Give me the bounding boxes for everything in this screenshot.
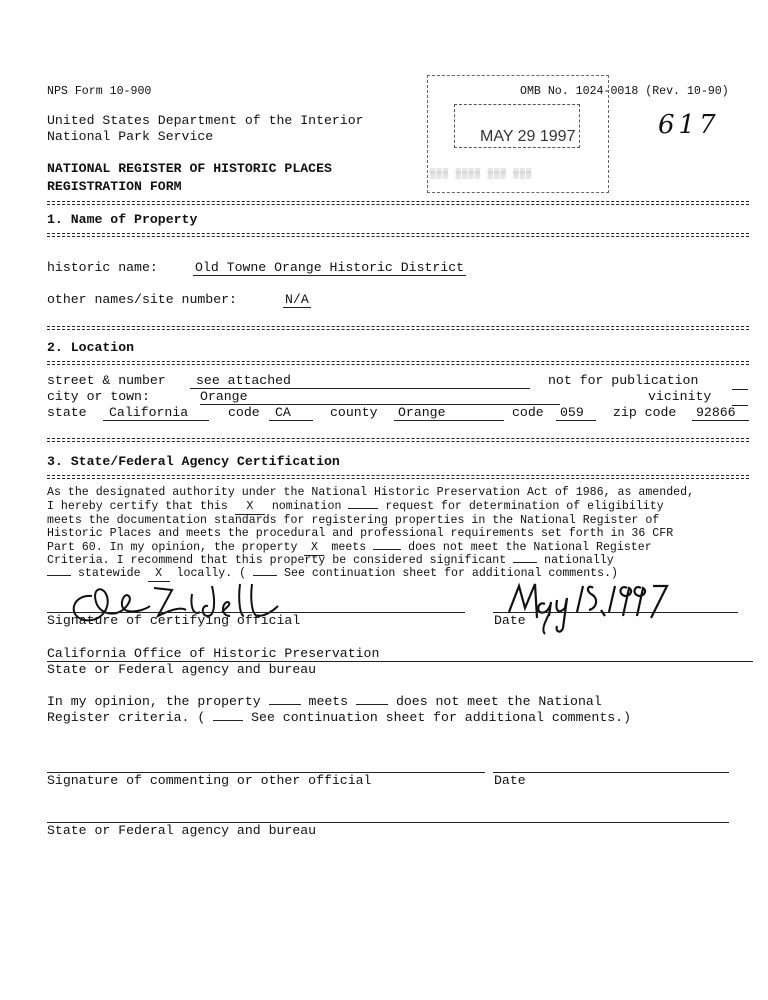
opinion-line-1 bbox=[47, 694, 602, 709]
divider bbox=[47, 438, 749, 442]
cert-text: meets bbox=[331, 541, 367, 554]
section-1-heading: 1. Name of Property bbox=[47, 212, 198, 227]
opinion-line-2 bbox=[47, 710, 631, 725]
cert-text: See continuation sheet for additional comments.) bbox=[284, 567, 619, 580]
section-3-heading: 3. State/Federal Agency Certification bbox=[47, 454, 340, 469]
city-value: Orange bbox=[200, 389, 248, 404]
street-label: street & number bbox=[47, 373, 166, 388]
agency-line-1: United States Department of the Interior bbox=[47, 113, 364, 128]
cert-text: Part 60. In my opinion, the property bbox=[47, 541, 298, 554]
other-names-field[interactable] bbox=[283, 292, 311, 308]
date-line[interactable] bbox=[493, 612, 738, 613]
certification-line-6 bbox=[47, 554, 614, 567]
certification-line-4: Historic Places and meets the procedural and professional requirements set forth in 36 CFR bbox=[47, 527, 674, 540]
commenting-agency-label: State or Federal agency and bureau bbox=[47, 823, 317, 838]
nomination-checkbox[interactable]: X bbox=[235, 500, 265, 515]
vicinity-label: vicinity bbox=[648, 389, 712, 404]
opinion-text: does not meet the National bbox=[395, 694, 602, 709]
commenting-date-line[interactable] bbox=[493, 772, 729, 773]
does-not-meet-checkbox[interactable] bbox=[373, 549, 401, 550]
county-code-label: code bbox=[512, 405, 544, 420]
agency-label: State or Federal agency and bureau bbox=[47, 662, 317, 677]
form-title-line-2: REGISTRATION FORM bbox=[47, 179, 182, 194]
divider bbox=[47, 326, 749, 330]
divider bbox=[47, 201, 749, 205]
request-checkbox[interactable] bbox=[348, 508, 378, 509]
state-label: state bbox=[47, 405, 87, 420]
certification-line-2 bbox=[47, 500, 664, 515]
city-label: city or town: bbox=[47, 389, 150, 404]
not-for-publication-blank[interactable] bbox=[732, 389, 748, 390]
form-number: NPS Form 10-900 bbox=[47, 85, 152, 98]
opinion-text: In my opinion, the property bbox=[47, 694, 261, 709]
certification-line-1: As the designated authority under the National Historic Preservation Act of 1986, as amended, bbox=[47, 486, 695, 499]
street-field[interactable] bbox=[190, 373, 530, 389]
cert-text: does not meet the National Register bbox=[408, 541, 652, 554]
other-names-label: other names/site number: bbox=[47, 292, 237, 307]
state-code-field[interactable] bbox=[269, 405, 313, 421]
county-code-value: 059 bbox=[560, 405, 584, 420]
opinion-text: Register criteria. ( bbox=[47, 710, 206, 725]
county-code-field[interactable] bbox=[556, 405, 596, 421]
county-field[interactable] bbox=[394, 405, 504, 421]
county-value: Orange bbox=[398, 405, 446, 420]
section-2-heading: 2. Location bbox=[47, 340, 135, 355]
meets-checkbox[interactable]: X bbox=[304, 541, 324, 556]
cert-text: Criteria. I recommend that this property be considered significant bbox=[47, 554, 507, 567]
opinion-continuation-checkbox[interactable] bbox=[213, 720, 243, 721]
street-value: see attached bbox=[196, 373, 291, 388]
form-title-line-1: NATIONAL REGISTER OF HISTORIC PLACES bbox=[47, 161, 332, 176]
date-label: Date bbox=[494, 613, 526, 628]
cert-text: nationally bbox=[544, 554, 614, 567]
commenting-signature-label: Signature of commenting or other official bbox=[47, 773, 372, 788]
cert-text: I hereby certify that this bbox=[47, 500, 228, 513]
historic-name-label: historic name: bbox=[47, 260, 158, 275]
nationally-checkbox[interactable] bbox=[513, 562, 537, 563]
zip-value: 92866 bbox=[696, 405, 736, 420]
locally-checkbox[interactable]: X bbox=[148, 567, 170, 582]
certifying-official-signature bbox=[62, 576, 302, 640]
historic-name-field[interactable] bbox=[193, 260, 466, 276]
cert-text: statewide bbox=[77, 567, 141, 580]
agency-line-2: National Park Service bbox=[47, 129, 214, 144]
not-for-publication-label: not for publication bbox=[548, 373, 699, 388]
state-code-label: code bbox=[228, 405, 260, 420]
opinion-text: meets bbox=[308, 694, 349, 709]
divider bbox=[47, 475, 749, 479]
omb-number: OMB No. 1024-0018 (Rev. 10-90) bbox=[520, 85, 729, 98]
handwritten-reference-number: 617 bbox=[658, 110, 720, 140]
zip-field[interactable] bbox=[692, 405, 749, 421]
county-label: county bbox=[330, 405, 378, 420]
opinion-meets-checkbox[interactable] bbox=[269, 704, 301, 705]
certification-date-handwritten bbox=[505, 578, 680, 640]
stamp-faint-text: ▒▒▒ ▒▒▒▒ ▒▒▒ ▒▒▒ bbox=[430, 169, 533, 179]
state-value: California bbox=[109, 405, 189, 420]
city-field[interactable] bbox=[200, 389, 560, 405]
zip-label: zip code bbox=[613, 405, 677, 420]
divider bbox=[47, 233, 749, 237]
historic-name-value: Old Towne Orange Historic District bbox=[195, 260, 465, 275]
opinion-text: See continuation sheet for additional comments.) bbox=[251, 710, 631, 725]
stamp-date: MAY 29 1997 bbox=[480, 128, 576, 145]
cert-text: nomination bbox=[271, 500, 342, 513]
agency-value[interactable]: California Office of Historic Preservation bbox=[47, 646, 380, 661]
divider bbox=[47, 361, 749, 365]
state-field[interactable] bbox=[103, 405, 209, 421]
opinion-does-not-meet-checkbox[interactable] bbox=[356, 704, 388, 705]
other-names-value: N/A bbox=[285, 292, 309, 307]
cert-text: locally. ( bbox=[176, 567, 247, 580]
signature-label: Signature of certifying official bbox=[47, 613, 301, 628]
certification-line-3: meets the documentation standards for registering properties in the National Register of bbox=[47, 514, 660, 527]
commenting-date-label: Date bbox=[494, 773, 526, 788]
received-stamp bbox=[427, 75, 609, 193]
cert-text: request for determination of eligibility bbox=[385, 500, 664, 513]
state-code-value: CA bbox=[275, 405, 291, 420]
